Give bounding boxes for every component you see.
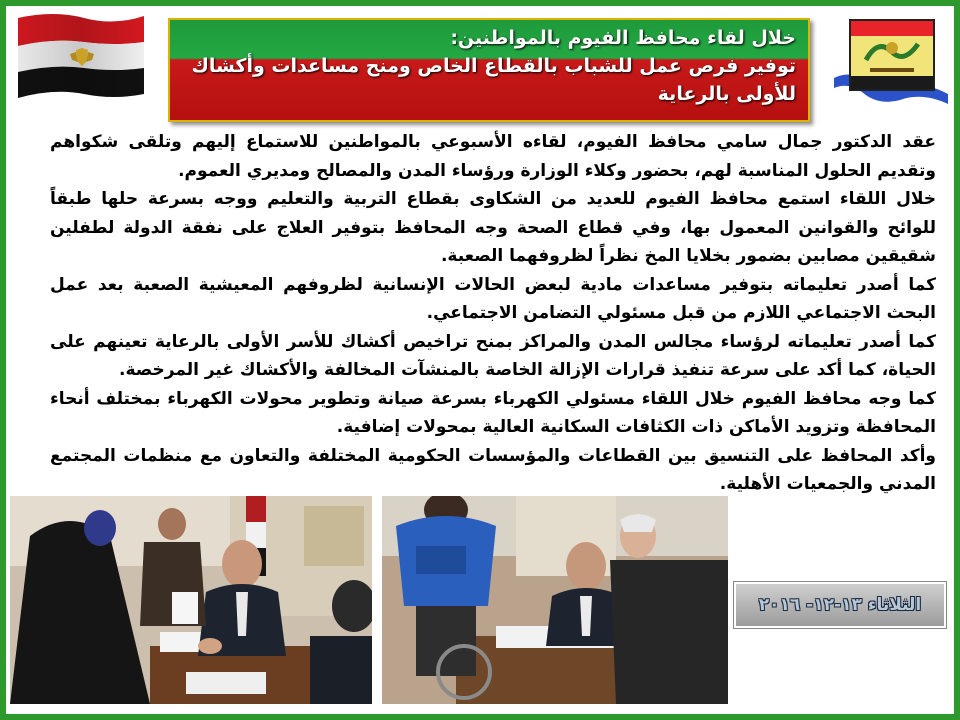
headline-line-1: خلال لقاء محافظ الفيوم بالمواطنين: — [450, 27, 796, 49]
date-box — [734, 582, 946, 628]
article-paragraph: وأكد المحافظ على التنسيق بين القطاعات والمؤسسات الحكومية المختلفة والتعاون مع منظمات المجتمع المدني والجمعيات الأهلية. — [50, 445, 936, 494]
publication-date: الثلاثاء ١٣-١٢- ٢٠١٦ — [758, 595, 922, 615]
headline-line-2: توفير فرص عمل للشباب بالقطاع الخاص ومنح مساعدات وأكشاك — [191, 55, 796, 77]
article-paragraph: عقد الدكتور جمال سامي محافظ الفيوم، لقاءه الأسبوعي بالمواطنين للاستماع إليهم وتلقى شكواهم وتقديم الحلول المناسبة لهم، بحضور وكلاء الوزارة ورؤساء المدن والمصالح ومديري العموم. — [50, 132, 936, 181]
fayoum-governorate-logo — [830, 8, 952, 108]
meeting-photo-left — [10, 496, 372, 704]
article-body — [50, 128, 936, 508]
article-paragraph: خلال اللقاء استمع محافظ الفيوم للعديد من الشكاوى بقطاع التربية والتعليم ووجه بسرعة حلها طبقاً للوائح والقوانين المعمول بها، وفي قطاع الصحة وجه المحافظ بتوفير العلاج على نفقة الدولة لطفلين شقيقين مصابين بضمور بخلايا المخ نظراً لظروفهما الصعبة. — [50, 189, 936, 266]
article-paragraph: كما وجه محافظ الفيوم خلال اللقاء مسئولي الكهرباء بسرعة صيانة وتطوير محولات الكهرباء بمختلف أنحاء المحافظة وتزويد الأماكن ذات الكثافات السكانية العالية بمحولات إضافية. — [50, 388, 936, 437]
headline-box — [168, 18, 810, 122]
article-paragraph: كما أصدر تعليماته لرؤساء مجالس المدن والمراكز بمنح تراخيص أكشاك للأسر الأولى بالرعاية تعينهم على الحياة، كما أكد على سرعة تنفيذ قرارات الإزالة الخاصة بالمنشآت المخالفة والأكشاك غير المرخصة. — [50, 331, 936, 380]
article-paragraph: كما أصدر تعليماته بتوفير مساعدات مادية لبعض الحالات الإنسانية لظروفهم المعيشية الصعبة بعد عمل البحث الاجتماعي اللازم من قبل مسئولي التضامن الاجتماعي. — [50, 274, 936, 323]
egypt-flag-icon — [14, 10, 148, 102]
meeting-photo-right — [376, 496, 728, 704]
headline-line-3: للأولى بالرعاية — [657, 83, 796, 105]
